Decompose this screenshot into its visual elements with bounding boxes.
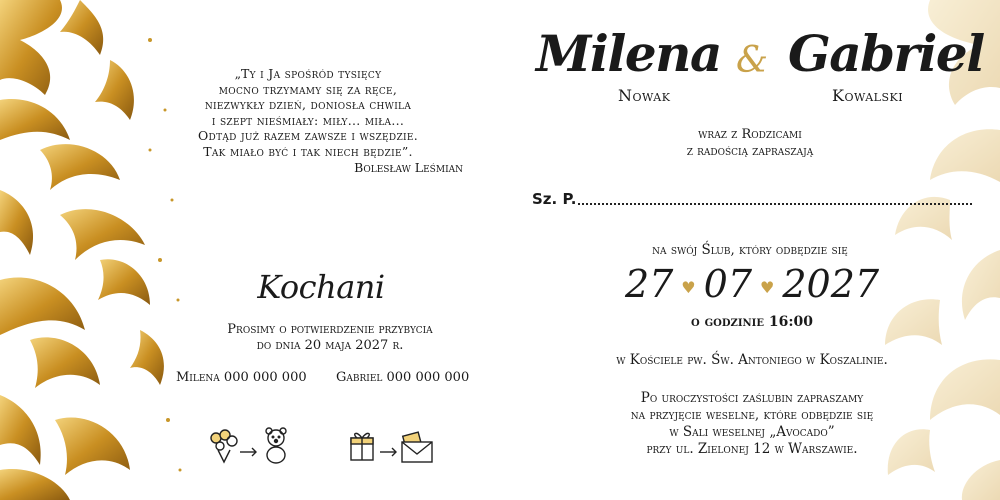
reception-address: przy ul. Zielonej 12 w Warszawie. — [646, 441, 858, 457]
wedding-line: na swój Ślub, który odbędzie się — [652, 242, 848, 258]
date-month: 07 — [703, 262, 752, 306]
ampersand: & — [736, 40, 769, 81]
reception-line: na przyjęcie weselne, które odbędzie się — [630, 407, 874, 423]
reception-info — [560, 390, 944, 458]
invite-line: z radością zapraszają — [686, 144, 814, 159]
bride-phone: Milena 000 000 000 — [176, 370, 307, 385]
wedding-date — [600, 262, 904, 310]
poem-line: mocno trzymamy się za ręce, — [218, 81, 398, 97]
envelope-money-icon — [402, 432, 432, 462]
flowers-to-teddy-graphic — [206, 426, 296, 466]
rsvp-heading: Kochani — [257, 268, 385, 306]
poem-line: „Ty i Ja spośród tysięcy — [234, 66, 382, 81]
groom-surname: Kowalski — [832, 86, 904, 105]
with-parents-line: wraz z Rodzicami — [698, 127, 802, 142]
teddy-bear-icon — [266, 428, 286, 463]
rsvp-request — [180, 322, 480, 354]
flower-bouquet-icon — [211, 430, 237, 462]
gold-floral-ornament-left — [0, 0, 190, 500]
poem — [168, 66, 448, 159]
poem-author: Bolesław Leśmian — [354, 160, 463, 175]
bride-surname: Nowak — [618, 86, 671, 105]
date-day: 27 — [624, 262, 674, 306]
rsvp-line: Prosimy o potwierdzenie przybycia — [227, 322, 433, 337]
guest-label: Sz. P. — [532, 190, 577, 208]
date-year: 2027 — [782, 262, 880, 306]
reception-line: Po uroczystości zaślubin zapraszamy — [640, 390, 864, 406]
poem-line: niezwykły dzień, doniosła chwila — [204, 97, 412, 112]
reception-venue: w Sali weselnej „Avocado” — [669, 424, 835, 440]
bride-first-name: Milena — [536, 24, 721, 83]
groom-phone: Gabriel 000 000 000 — [336, 370, 470, 385]
heart-icon: ♥ — [681, 278, 696, 297]
church-location: w Kościele pw. Św. Antoniego w Koszalinie. — [616, 352, 888, 368]
gift-box-icon — [351, 433, 373, 460]
wedding-time: o godzinie 16:00 — [691, 314, 813, 330]
poem-line: Odtąd już razem zawsze i wszędzie. — [198, 128, 418, 143]
invitation-intro — [600, 126, 900, 160]
rsvp-deadline: do dnia 20 maja 2027 r. — [256, 338, 404, 353]
gift-to-envelope-graphic — [348, 426, 438, 466]
poem-line: Tak miało być i tak niech będzie”. — [203, 143, 413, 159]
poem-line: i szept nieśmiały: miły... miła... — [211, 112, 405, 128]
guest-name-line[interactable] — [578, 203, 972, 205]
heart-icon: ♥ — [760, 278, 775, 297]
arrow-right-icon — [380, 448, 396, 456]
arrow-right-icon — [240, 448, 256, 456]
groom-first-name: Gabriel — [788, 24, 984, 83]
